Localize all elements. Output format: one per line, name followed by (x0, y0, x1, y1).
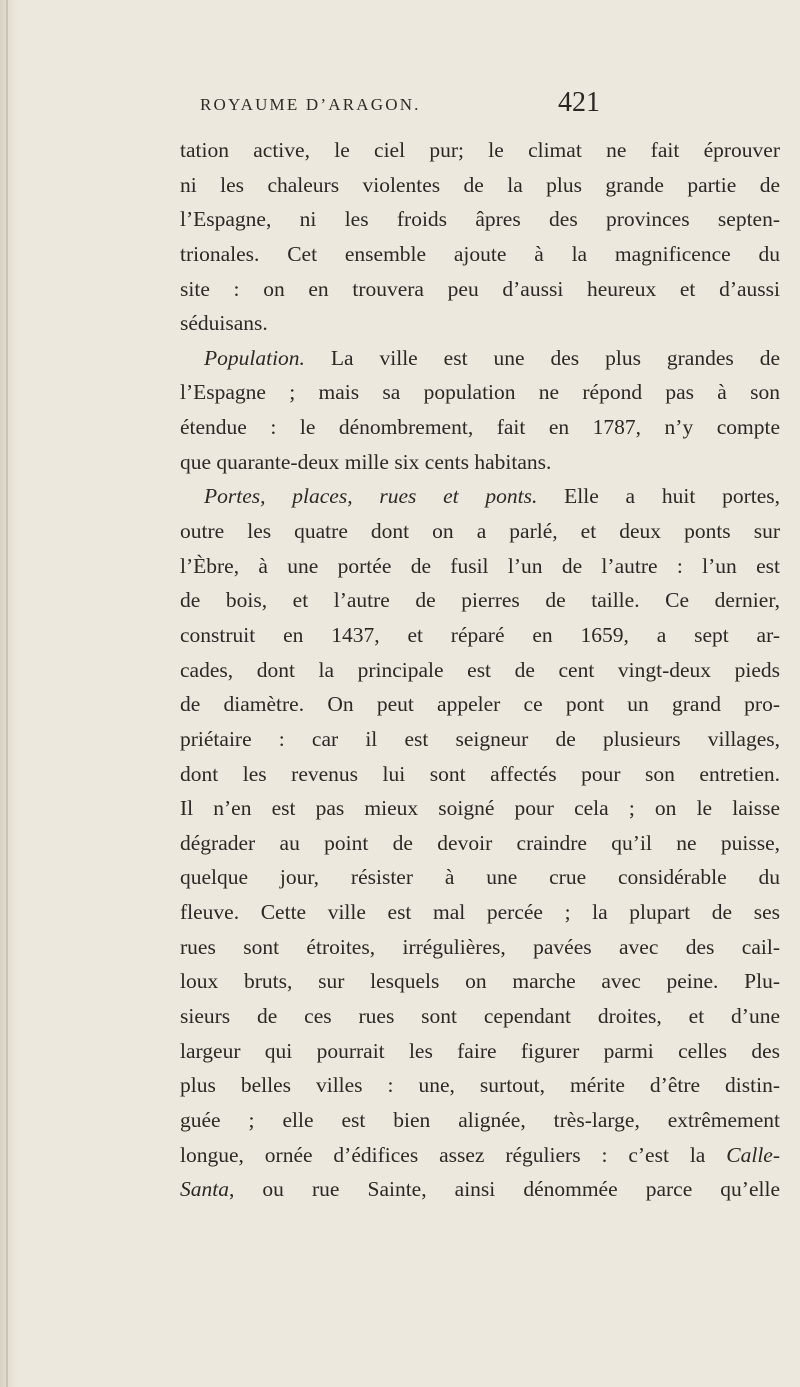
page-gutter (0, 0, 18, 1387)
text-line: l’Espagne ; mais sa population ne répond pas à son (180, 380, 780, 405)
text-line: Il n’en est pas mieux soigné pour cela ; on le laisse (180, 796, 780, 821)
text-line: cades, dont la principale est de cent vingt-deux pieds (180, 657, 780, 682)
text-line: loux bruts, sur lesquels on marche avec peine. Plu- (180, 969, 780, 994)
text-line: quelque jour, résister à une crue considérable du (180, 865, 780, 890)
text-line: dégrader au point de devoir craindre qu’il ne puisse, (180, 830, 780, 855)
body-text (180, 133, 780, 1207)
text-line: de bois, et l’autre de pierres de taille. Ce dernier, (180, 588, 780, 613)
section-portes: Portes, places, rues et ponts. Elle a huit portes, (204, 484, 780, 509)
section-heading: Population. (204, 345, 305, 370)
text-line: priétaire : car il est seigneur de plusieurs villages, (180, 726, 780, 751)
text-line: de diamètre. On peut appeler ce pont un grand pro- (180, 692, 780, 717)
street-name: Santa (180, 1177, 229, 1202)
text-line: que quarante-deux mille six cents habitans. (180, 449, 552, 474)
text-line: l’Espagne, ni les froids âpres des provinces septen- (180, 207, 780, 232)
text-line: séduisans. (180, 311, 268, 336)
text-line: rues sont étroites, irrégulières, pavées avec des cail- (180, 934, 780, 959)
text-line: fleuve. Cette ville est mal percée ; la plupart de ses (180, 900, 780, 925)
street-name: Calle- (726, 1142, 780, 1167)
section-population: Population. La ville est une des plus grandes de (204, 345, 780, 370)
text-line: largeur qui pourrait les faire figurer parmi celles des (180, 1038, 780, 1063)
text-line: site : on en trouvera peu d’aussi heureux et d’aussi (180, 276, 780, 301)
text-line: étendue : le dénombrement, fait en 1787, n’y compte (180, 415, 780, 440)
text-line: construit en 1437, et réparé en 1659, a sept ar- (180, 622, 780, 647)
page-header (200, 87, 600, 123)
text-line: guée ; elle est bien alignée, très-large, extrêmement (180, 1107, 780, 1132)
binding-edge (6, 0, 8, 1387)
text-line: l’Èbre, à une portée de fusil l’un de l’autre : l’un est (180, 553, 780, 578)
text-line: tation active, le ciel pur; le climat ne fait éprouver (180, 138, 780, 162)
running-head: ROYAUME D’ARAGON. (200, 95, 421, 114)
text-line: longue, ornée d’édifices assez réguliers : c’est la Calle- (180, 1142, 780, 1167)
text-line: ni les chaleurs violentes de la plus grande partie de (180, 172, 780, 197)
section-heading: Portes, places, rues et ponts. (204, 484, 538, 509)
text-line: outre les quatre dont on a parlé, et deux ponts sur (180, 519, 780, 544)
text-line: dont les revenus lui sont affectés pour son entretien. (180, 761, 780, 786)
page-number: 421 (558, 87, 600, 118)
text-line: trionales. Cet ensemble ajoute à la magnificence du (180, 241, 780, 266)
text-line: Santa, ou rue Sainte, ainsi dénommée parce qu’elle (180, 1177, 780, 1202)
text-line: sieurs de ces rues sont cependant droites, et d’une (180, 1004, 780, 1029)
text-line: plus belles villes : une, surtout, mérite d’être distin- (180, 1073, 780, 1098)
